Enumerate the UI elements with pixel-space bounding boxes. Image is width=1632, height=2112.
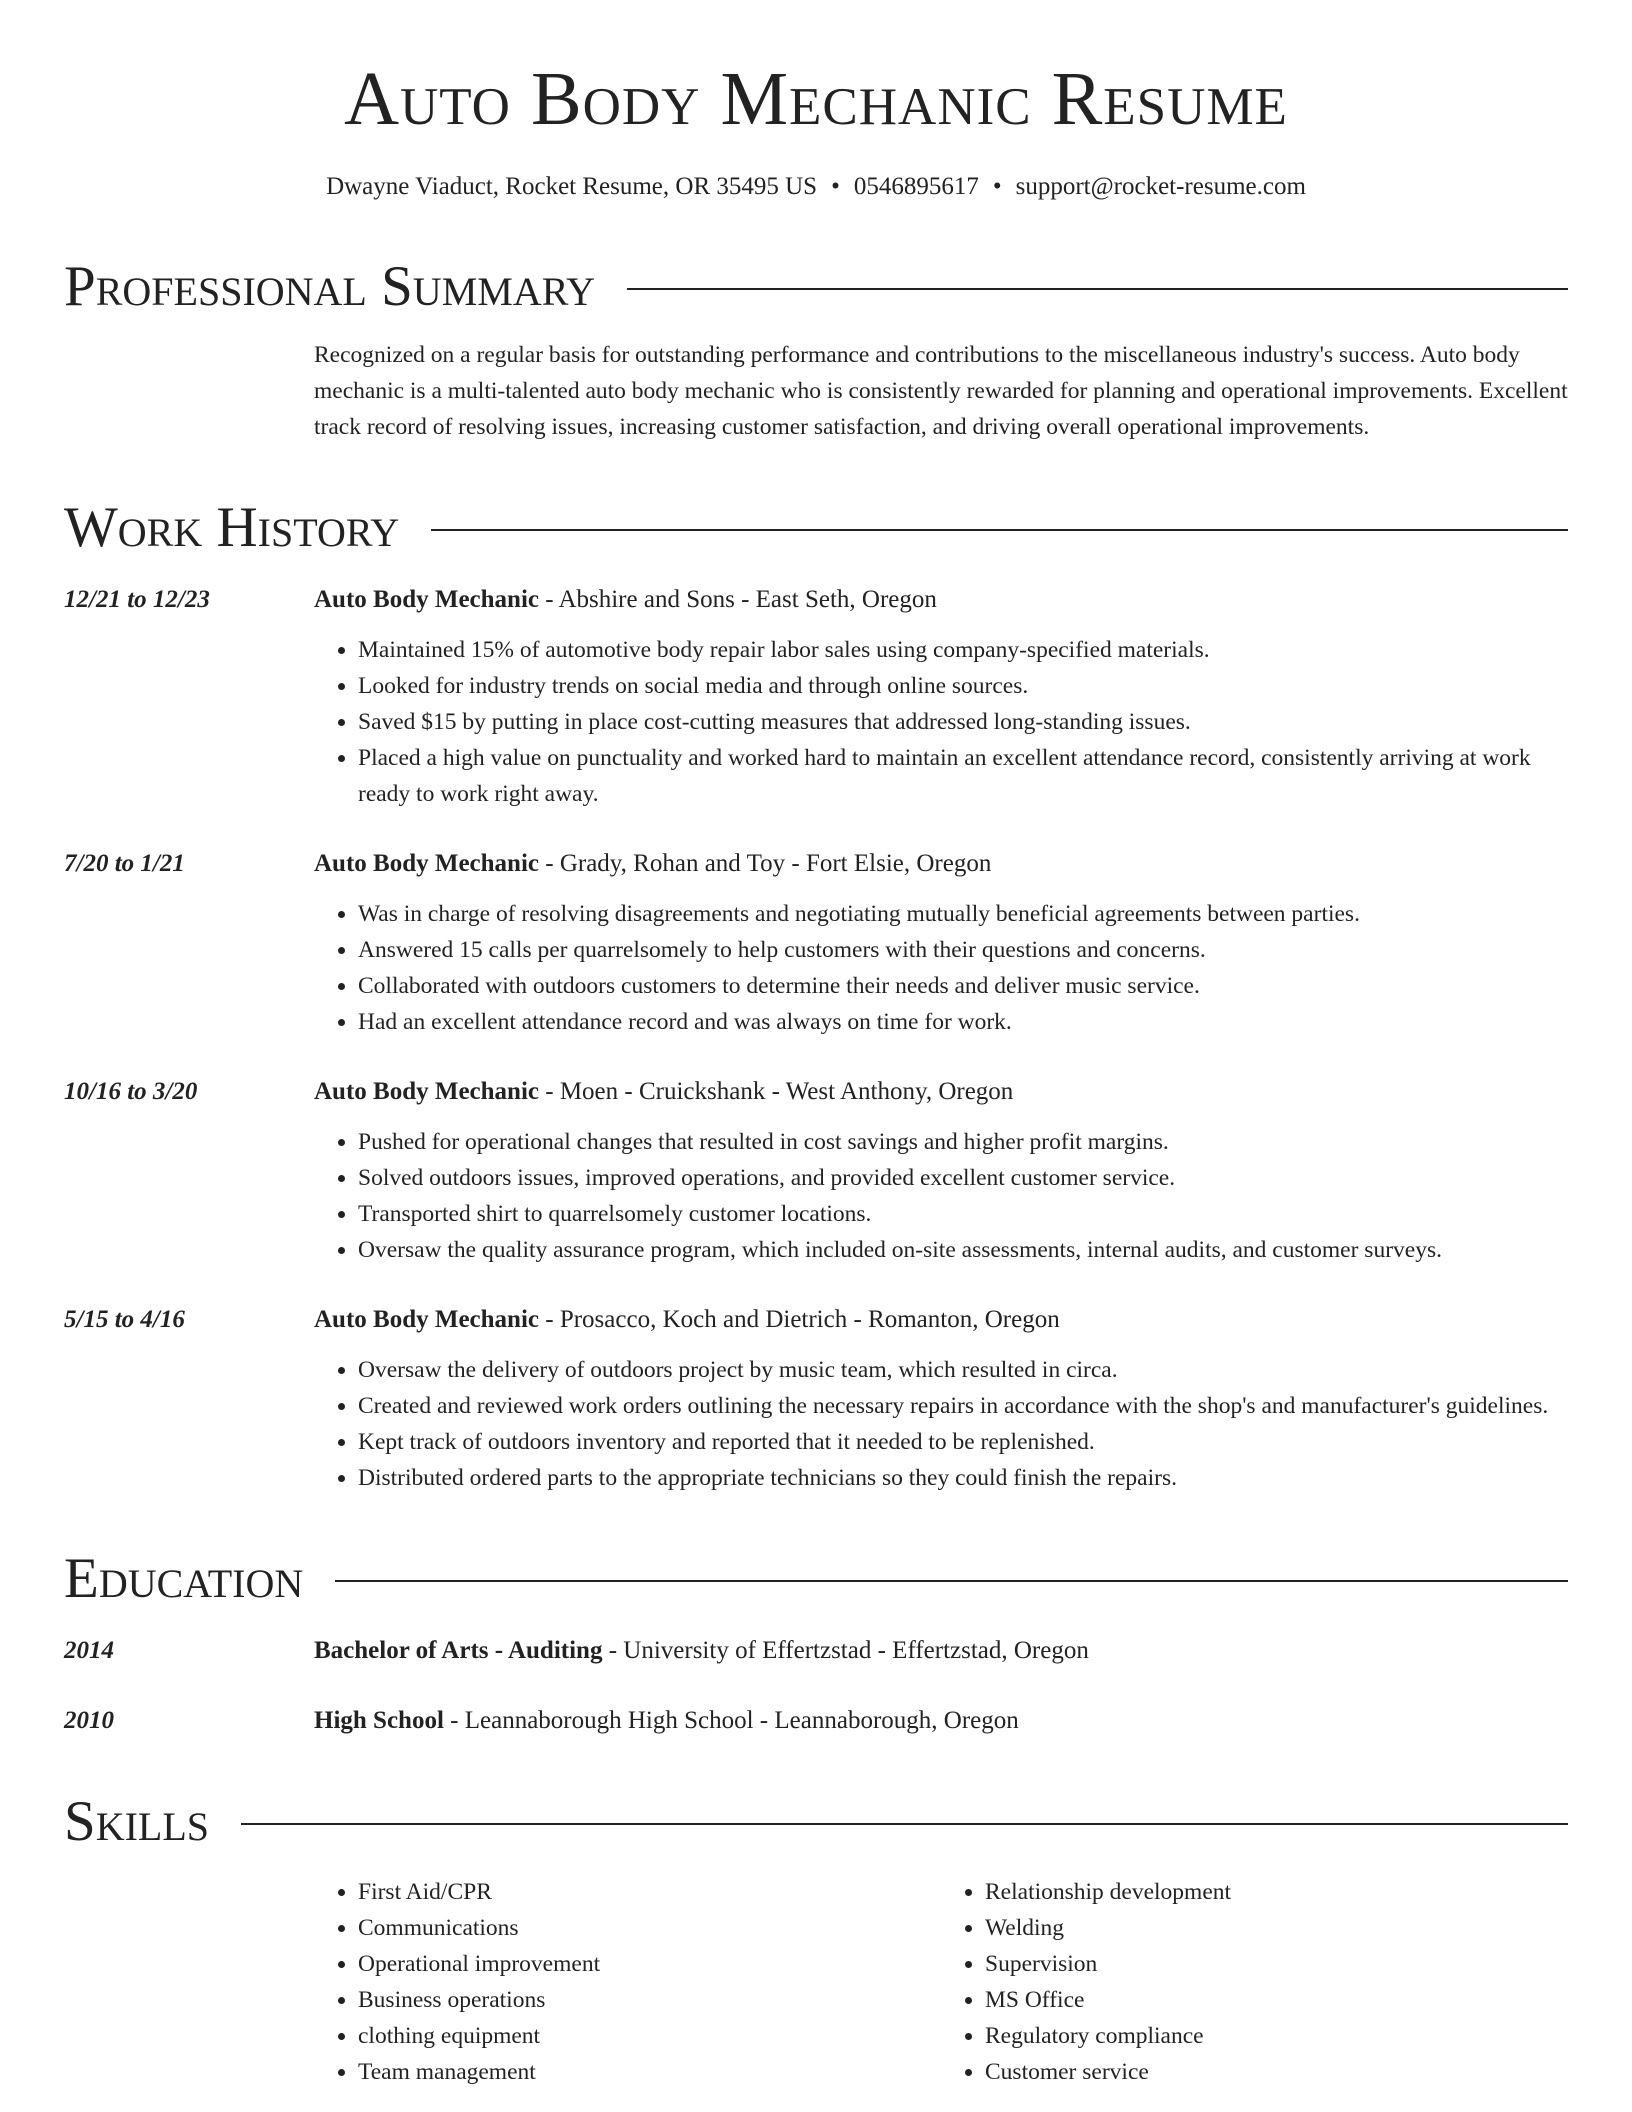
job-bullet: • Answered 15 calls per quarrelsomely to help customers with their questions and concerns. — [358, 932, 1568, 968]
job-dates: 12/21 to 12/23 — [64, 585, 210, 613]
contact-line — [64, 171, 1568, 204]
job-details: - Grady, Rohan and Toy - Fort Elsie, Oregon — [539, 849, 992, 877]
education-degree: High School — [314, 1706, 444, 1734]
section-header-education — [64, 1546, 1568, 1610]
education-heading — [314, 1703, 1568, 1739]
job-bullet: • Placed a high value on punctuality and worked hard to maintain an excellent attendance record, consistently arriving at work ready to work right away. — [358, 740, 1568, 812]
education-details: - Leannaborough High School - Leannaborough, Oregon — [443, 1706, 1019, 1734]
job-bullet: • Transported shirt to quarrelsomely customer locations. — [358, 1196, 1568, 1232]
skill-item: • Business operations — [358, 1982, 941, 2018]
job-dates: 7/20 to 1/21 — [64, 849, 185, 877]
job-title: Auto Body Mechanic — [314, 849, 539, 877]
skills-grid — [314, 1874, 1568, 2090]
job-bullet: • Oversaw the delivery of outdoors project by music team, which resulted in circa. — [358, 1352, 1568, 1388]
job-bullet: • Distributed ordered parts to the appropriate technicians so they could finish the repairs. — [358, 1460, 1568, 1496]
job-details: - Abshire and Sons - East Seth, Oregon — [539, 585, 937, 613]
job-body — [314, 846, 1568, 1040]
job-bullet: • Collaborated with outdoors customers to determine their needs and deliver music service. — [358, 968, 1568, 1004]
skill-item: • Operational improvement — [358, 1946, 941, 1982]
education-year: 2014 — [64, 1636, 114, 1664]
section-header-skills — [64, 1789, 1568, 1853]
skill-item: • Team management — [358, 2054, 941, 2090]
job-title: Auto Body Mechanic — [314, 1077, 539, 1105]
skill-item: • Customer service — [985, 2054, 1568, 2090]
job-bullet: • Was in charge of resolving disagreements and negotiating mutually beneficial agreements between parties. — [358, 896, 1568, 932]
section-divider — [335, 1580, 1568, 1582]
skill-item: • Relationship development — [985, 1874, 1568, 1910]
education-year: 2010 — [64, 1706, 114, 1734]
education-degree: Bachelor of Arts - Auditing — [314, 1636, 603, 1664]
education-list — [64, 1633, 1568, 1739]
job-bullet: • Had an excellent attendance record and was always on time for work. — [358, 1004, 1568, 1040]
job-dates: 5/15 to 4/16 — [64, 1305, 185, 1333]
contact-separator: • — [992, 173, 1002, 201]
contact-separator: • — [831, 173, 840, 201]
job-heading — [314, 846, 1568, 882]
section-divider — [241, 1823, 1568, 1825]
job-bullet: • Created and reviewed work orders outlining the necessary repairs in accordance with the shop's and manufacturer's guidelines. — [358, 1388, 1568, 1424]
job-bullet: • Kept track of outdoors inventory and reported that it needed to be replenished. — [358, 1424, 1568, 1460]
section-title-summary: Professional Summary — [64, 254, 596, 318]
section-title-skills: Skills — [64, 1789, 210, 1853]
job-bullets — [314, 1352, 1568, 1496]
skill-item: • Regulatory compliance — [985, 2018, 1568, 2054]
job-details: - Moen - Cruickshank - West Anthony, Oregon — [539, 1077, 1014, 1105]
document-title: Auto Body Mechanic Resume — [344, 57, 1288, 141]
job-bullets — [314, 1124, 1568, 1268]
education-entry — [64, 1703, 1568, 1739]
job-heading — [314, 582, 1568, 618]
job-bullet: • Solved outdoors issues, improved operations, and provided excellent customer service. — [358, 1160, 1568, 1196]
section-header-summary — [64, 254, 1568, 318]
section-title-work: Work History — [64, 495, 400, 559]
work-history-list — [64, 582, 1568, 1496]
job-bullets — [314, 632, 1568, 812]
job-bullet: • Pushed for operational changes that resulted in cost savings and higher profit margins. — [358, 1124, 1568, 1160]
job-body — [314, 1074, 1568, 1268]
education-entry — [64, 1633, 1568, 1669]
job-bullet: • Maintained 15% of automotive body repair labor sales using company-specified materials. — [358, 632, 1568, 668]
job-body — [314, 582, 1568, 812]
section-title-education: Education — [64, 1546, 304, 1610]
summary-text: Recognized on a regular basis for outstanding performance and contributions to the miscellaneous industry's success. Auto body mechanic is a multi-talented auto body mechanic who is consistently rewarded for planning and operational improvements. Excellent track record of resolving issues, increasing customer satisfaction, and driving overall operational improvements. — [314, 341, 1568, 440]
job-title: Auto Body Mechanic — [314, 1305, 539, 1333]
skill-item: • MS Office — [985, 1982, 1568, 2018]
section-divider — [627, 288, 1568, 290]
contact-address: Dwayne Viaduct, Rocket Resume, OR 35495 US — [326, 173, 818, 201]
job-entry — [64, 1074, 1568, 1268]
skill-item: • First Aid/CPR — [358, 1874, 941, 1910]
contact-phone: 0546895617 — [853, 173, 979, 201]
education-body — [314, 1633, 1568, 1669]
section-divider — [431, 529, 1568, 531]
job-bullet: • Saved $15 by putting in place cost-cutting measures that addressed long-standing issues. — [358, 704, 1568, 740]
job-title: Auto Body Mechanic — [314, 585, 539, 613]
section-header-work — [64, 495, 1568, 559]
job-entry — [64, 846, 1568, 1040]
job-dates: 10/16 to 3/20 — [64, 1077, 198, 1105]
skills-column-right — [941, 1874, 1568, 2090]
job-entry — [64, 1302, 1568, 1496]
education-body — [314, 1703, 1568, 1739]
education-heading — [314, 1633, 1568, 1669]
job-entry — [64, 582, 1568, 812]
job-bullets — [314, 896, 1568, 1040]
job-bullet: • Oversaw the quality assurance program, which included on-site assessments, internal audits, and customer surveys. — [358, 1232, 1568, 1268]
skill-item: • Supervision — [985, 1946, 1568, 1982]
contact-email: support@rocket-resume.com — [1015, 173, 1306, 201]
job-details: - Prosacco, Koch and Dietrich - Romanton, Oregon — [539, 1305, 1060, 1333]
skills-column-left — [314, 1874, 941, 2090]
job-heading — [314, 1074, 1568, 1110]
skill-item: • clothing equipment — [358, 2018, 941, 2054]
skill-item: • Welding — [985, 1910, 1568, 1946]
job-heading — [314, 1302, 1568, 1338]
job-bullet: • Looked for industry trends on social media and through online sources. — [358, 668, 1568, 704]
skill-item: • Communications — [358, 1910, 941, 1946]
job-body — [314, 1302, 1568, 1496]
education-details: - University of Effertzstad - Effertzstad, Oregon — [602, 1636, 1089, 1664]
